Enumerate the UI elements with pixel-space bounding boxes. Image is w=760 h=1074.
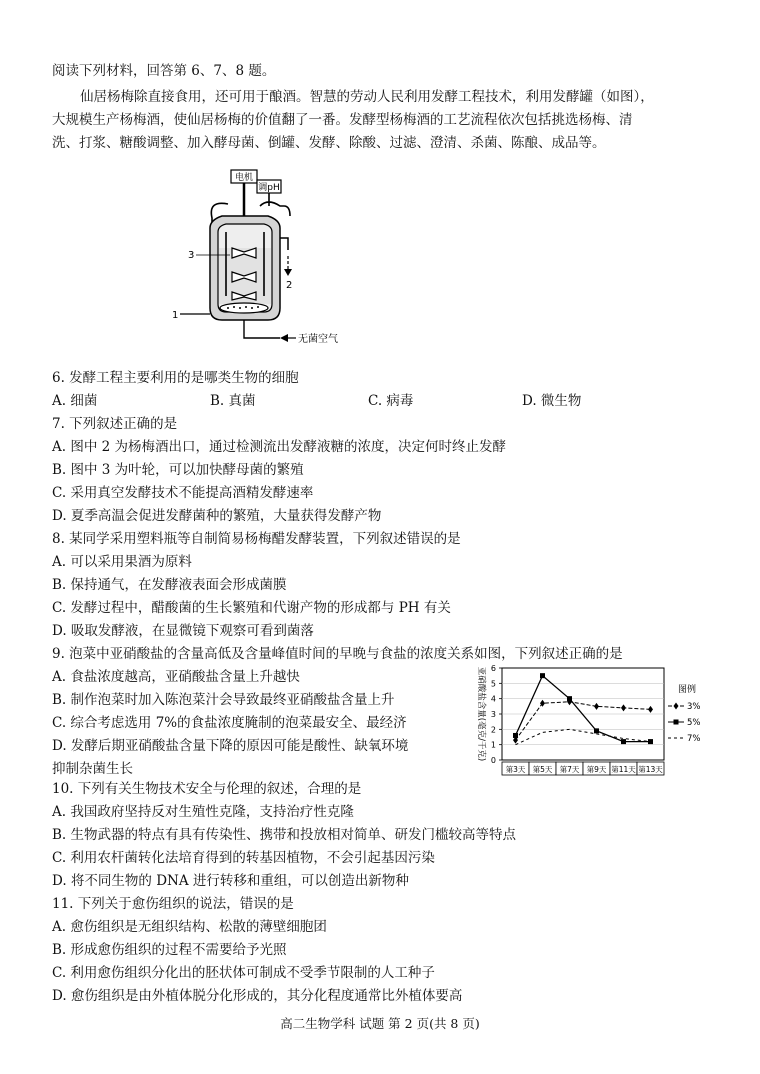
legend-label: 5% [687, 718, 701, 728]
sterile-air-label: 无菌空气 [298, 334, 338, 345]
data-point [513, 733, 518, 738]
q11-option-a: A. 愈伤组织是无组织结构、松散的薄壁细胞团 [52, 919, 327, 935]
data-point [540, 673, 545, 678]
q10-option-b: B. 生物武器的特点有具有传染性、携带和投放相对简单、研发门槛较高等特点 [52, 827, 517, 843]
page-footer: 高二生物学科 试题 第 2 页(共 8 页) [280, 1016, 480, 1031]
data-point [621, 704, 626, 711]
q7-option-a: A. 图中 2 为杨梅酒出口，通过检测流出发酵液糖的浓度，决定何时终止发酵 [52, 439, 507, 455]
passage-line: 大规模生产杨梅酒，使仙居杨梅的价值翻了一番。发酵型杨梅酒的工艺流程依次包括挑选杨梅、清 [52, 112, 633, 128]
fermenter-diagram [168, 166, 358, 348]
x-tick-label: 第5天 [532, 765, 553, 774]
x-tick-label: 第7天 [559, 765, 580, 774]
legend-label: 3% [687, 702, 701, 712]
q7-option-d: D. 夏季高温会促进发酵菌种的繁殖，大量获得发酵产物 [52, 508, 382, 524]
air-arrowhead [280, 334, 288, 342]
data-point [594, 728, 599, 733]
q9-option-c: C. 综合考虑选用 7%的食盐浓度腌制的泡菜最安全、最经济 [52, 715, 407, 731]
q10-option-d: D. 将不同生物的 DNA 进行转移和重组，可以创造出新物种 [52, 873, 409, 889]
x-tick-label: 第13天 [638, 765, 663, 774]
passage-line: 仙居杨梅除直接食用，还可用于酿酒。智慧的劳动人民利用发酵工程技术，利用发酵罐（如图）， [80, 89, 654, 105]
ph-label: 调pH [258, 183, 280, 193]
q8-option-a: A. 可以采用果酒为原料 [52, 554, 192, 570]
outlet-pipe [280, 238, 288, 250]
q6-option-b: B. 真菌 [210, 393, 256, 409]
q7-stem: 7. 下列叙述正确的是 [52, 416, 178, 432]
q6-option-a: A. 细菌 [52, 393, 98, 409]
label-3: 3 [188, 250, 195, 261]
ph-tube [260, 193, 290, 216]
x-tick-label: 第11天 [611, 765, 636, 774]
q10-option-a: A. 我国政府坚持反对生殖性克隆，支持治疗性克隆 [52, 804, 354, 820]
q9-option-a: A. 食盐浓度越高，亚硝酸盐含量上升越快 [52, 669, 300, 685]
q6-option-d: D. 微生物 [522, 393, 582, 409]
y-tick-label: 6 [490, 664, 496, 673]
q11-stem: 11. 下列关于愈伤组织的说法，错误的是 [52, 896, 294, 912]
q8-option-d: D. 吸取发酵液，在显微镜下观察可看到菌落 [52, 623, 314, 639]
y-tick-label: 2 [490, 725, 496, 735]
data-point [567, 696, 572, 701]
legend-marker [674, 720, 679, 725]
y-tick-label: 1 [490, 740, 496, 750]
x-tick-label: 第3天 [505, 765, 526, 774]
q9-stem: 9. 泡菜中亚硝酸盐的含量高低及含量峰值时间的早晚与食盐的浓度关系如图，下列叙述正确的是 [52, 646, 623, 662]
q9-option-d-cont: 抑制杂菌生长 [52, 761, 133, 777]
y-axis-label: 亚硝酸盐含量(毫克/千克) [476, 666, 486, 762]
label-1: 1 [172, 310, 179, 321]
q11-option-b: B. 形成愈伤组织的过程不需要给予光照 [52, 942, 287, 958]
q8-stem: 8. 某同学采用塑料瓶等自制简易杨梅醋发酵装置，下列叙述错误的是 [52, 531, 461, 547]
motor-label: 电机 [234, 173, 254, 183]
q7-option-b: B. 图中 3 为叶轮，可以加快酵母菌的繁殖 [52, 462, 304, 478]
series-line-3% [516, 702, 651, 740]
legend-label: 7% [687, 734, 701, 744]
y-tick-label: 3 [490, 710, 496, 719]
q10-stem: 10. 下列有关生物技术安全与伦理的叙述，合理的是 [52, 781, 362, 797]
y-tick-label: 5 [490, 679, 496, 689]
x-tick-label: 第9天 [586, 765, 607, 774]
air-pipe [244, 320, 280, 338]
q11-option-d: D. 愈伤组织是由外植体脱分化形成的，其分化程度通常比外植体要高 [52, 988, 463, 1004]
q8-option-b: B. 保持通气，在发酵液表面会形成菌膜 [52, 577, 287, 593]
q8-option-c: C. 发酵过程中，醋酸菌的生长繁殖和代谢产物的形成都与 PH 有关 [52, 600, 451, 616]
legend-marker [674, 703, 679, 710]
passage-line: 洗、打浆、糖酸调整、加入酵母菌、倒罐、发酵、除酸、过滤、澄清、杀菌、陈酿、成品等。 [52, 135, 606, 151]
data-point [648, 706, 653, 713]
q6-stem: 6. 发酵工程主要利用的是哪类生物的细胞 [52, 370, 299, 386]
q9-option-b: B. 制作泡菜时加入陈泡菜汁会导致最终亚硝酸盐含量上升 [52, 692, 395, 708]
q10-option-c: C. 利用农杆菌转化法培育得到的转基因植物，不会引起基因污染 [52, 850, 435, 866]
q6-option-c: C. 病毒 [368, 393, 414, 409]
data-point [621, 739, 626, 744]
q11-option-c: C. 利用愈伤组织分化出的胚状体可制成不受季节限制的人工种子 [52, 965, 435, 981]
intro-text: 阅读下列材料，回答第 6、7、8 题。 [52, 63, 276, 79]
y-tick-label: 4 [490, 694, 496, 704]
q7-option-c: C. 采用真空发酵技术不能提高酒精发酵速率 [52, 485, 314, 501]
q9-option-d: D. 发酵后期亚硝酸盐含量下降的原因可能是酸性、缺氧环境 [52, 738, 409, 754]
nitrite-chart [468, 662, 708, 784]
y-tick-label: 0 [490, 756, 496, 765]
q6-options [52, 390, 712, 412]
legend-title: 图例 [678, 685, 697, 695]
outlet-arrowhead [284, 269, 292, 276]
data-point [594, 703, 599, 710]
series-line-7% [516, 729, 651, 744]
label-2: 2 [286, 280, 293, 291]
